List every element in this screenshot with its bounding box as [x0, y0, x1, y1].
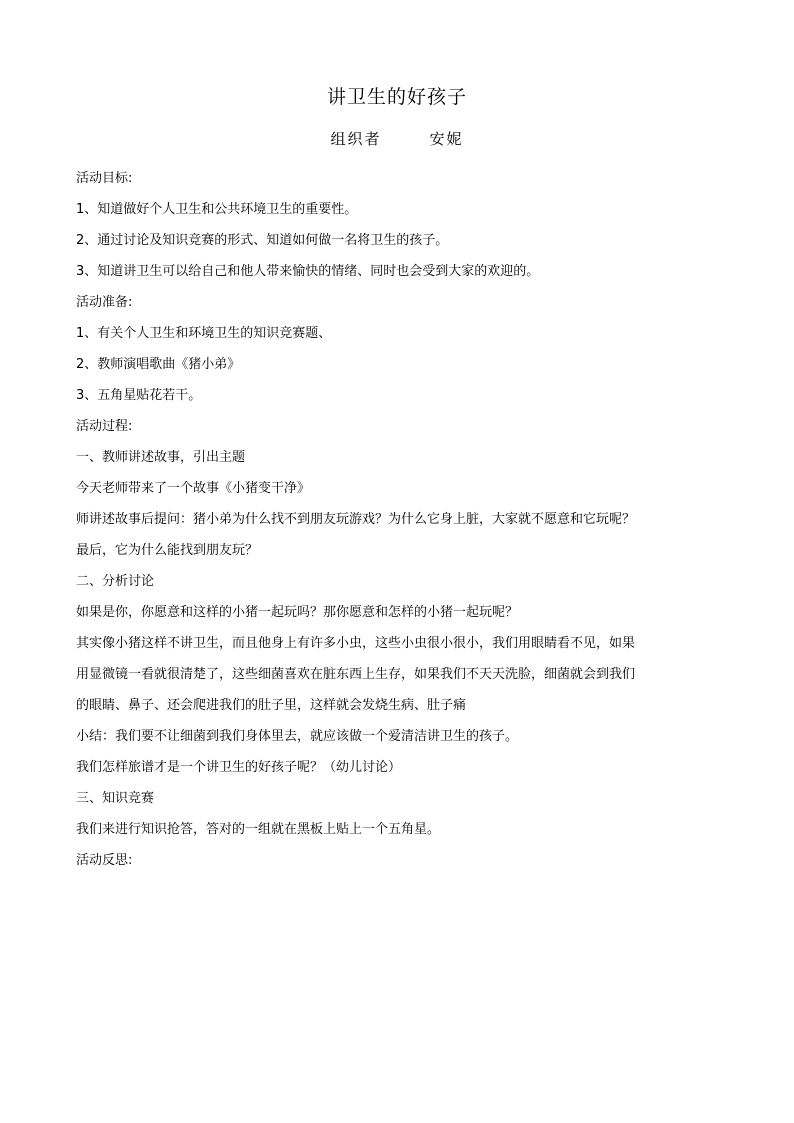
- organizer-name: 安妮: [429, 130, 464, 148]
- paragraph-line: 最后，它为什么能找到朋友玩？: [76, 543, 259, 558]
- paragraph-line: 其实像小猪这样不讲卫生，而且他身上有许多小虫，这些小虫很小很小，我们用眼睛看不见，如果: [76, 636, 636, 651]
- section-heading: 一、教师讲述故事，引出主题: [76, 450, 246, 465]
- page-title: 讲卫生的好孩子: [326, 86, 467, 108]
- paragraph-line: 如果是你，你愿意和这样的小猪一起玩吗？那你愿意和怎样的小猪一起玩呢？: [76, 605, 519, 620]
- organizer-label: 组织者: [330, 130, 382, 148]
- paragraph-line: 用显微镜一看就很清楚了，这些细菌喜欢在脏东西上生存，如果我们不天天洗脸，细菌就会到我们: [76, 667, 636, 682]
- goal-item: 3、知道讲卫生可以给自己和他人带来愉快的情绪、同时也会受到大家的欢迎的。: [76, 264, 540, 279]
- goal-item: 1、知道做好个人卫生和公共环境卫生的重要性。: [76, 202, 358, 217]
- preparation-item: 2、教师演唱歌曲《猪小弟》: [76, 357, 241, 372]
- preparation-item: 1、有关个人卫生和环境卫生的知识竞赛题、: [76, 326, 332, 341]
- heading-preparation: 活动准备:: [76, 295, 133, 310]
- summary-line: 小结：我们要不让细菌到我们身体里去，就应该做一个爱清洁讲卫生的孩子。: [76, 729, 519, 744]
- organizer-line: [0, 128, 794, 150]
- paragraph-line: 今天老师带来了一个故事《小猪变干净》: [76, 481, 311, 496]
- section-heading: 三、知识竞赛: [76, 791, 155, 806]
- preparation-item: 3、五角星贴花若干。: [76, 388, 202, 403]
- heading-goals: 活动目标:: [76, 171, 133, 186]
- paragraph-line: 的眼睛、鼻子、还会爬进我们的肚子里，这样就会发烧生病、肚子痛: [76, 698, 467, 713]
- paragraph-line: 我们怎样旅谱才是一个讲卫生的好孩子呢？（幼儿讨论）: [76, 760, 402, 775]
- heading-reflection: 活动反思:: [76, 853, 133, 868]
- goal-item: 2、通过讨论及知识竞赛的形式、知道如何做一名将卫生的孩子。: [76, 233, 449, 248]
- document-body: [76, 163, 696, 876]
- section-heading: 二、分析讨论: [76, 574, 155, 589]
- paragraph-line: 我们来进行知识抢答，答对的一组就在黑板上贴上一个五角星。: [76, 822, 441, 837]
- paragraph-line: 师讲述故事后提问：猪小弟为什么找不到朋友玩游戏？为什么它身上脏，大家就不愿意和它玩呢？: [76, 512, 636, 527]
- heading-process: 活动过程:: [76, 419, 133, 434]
